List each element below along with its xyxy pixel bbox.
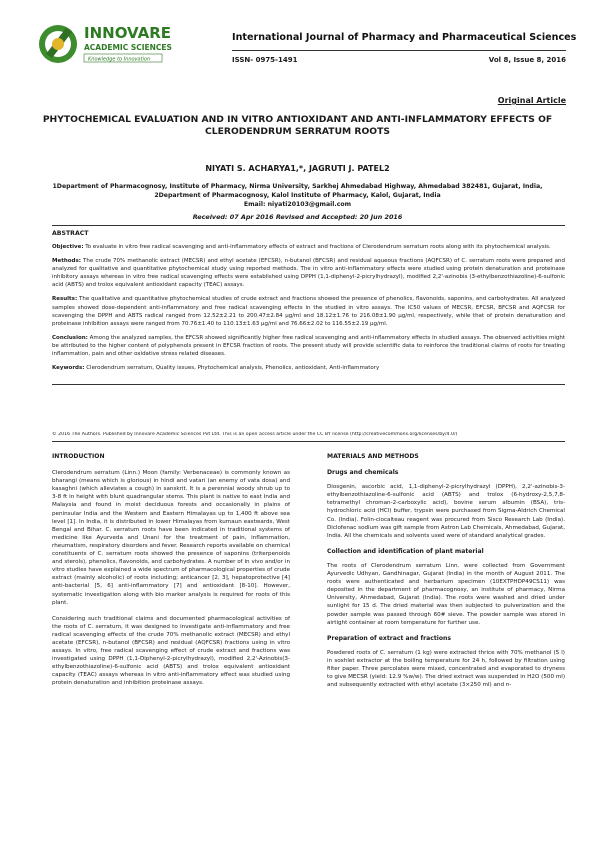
affiliation: 1Department of Pharmacognosy, Institute of Pharmacy, Nirma University, Sarkhej Ahmedabad Highway, Ahmedabad 382481, Gujarat, India, 2Department of Pharmacognosy, Kalol Institute of Pharmacy, Kalol, Gujarat, India	[52, 183, 543, 199]
received-dates: Received: 07 Apr 2016 Revised and Accepted: 20 Jun 2016	[192, 213, 403, 221]
preparation-heading: Preparation of extract and fractions	[327, 634, 452, 642]
authors: NIYATI S. ACHARYA1,*, JAGRUTI J. PATEL2	[205, 164, 390, 173]
abstract-keywords	[52, 364, 565, 372]
drugs-paragraph: Diosgenin, ascorbic acid, 1,1-diphenyl-2-picrylhydrazyl (DPPH), 2,2'-azinobis-3-ethylbenzothiazoline-6-sulfonic acid (ABTS) and trolox (6-hydroxy-2,5,7,8-tetramethyl chroman-2-carboxylic acid), bovine serum albumin (BSA), tris-hydrochloric acid (HCl) buffer, trypsin were purchased from Sigma-Aldrich Chemical Co. (India). Folin-ciocalteau reagent was procured from Sisco Research Lab (India). Diclofenac sodium was gift sample from Astron Lab Chemicals, Ahmedabad, Gujarat, India. All the chemicals and solvents used were of standard analytical grades.	[327, 484, 565, 539]
conclusion-label: Conclusion:	[52, 334, 88, 341]
journal-header	[36, 14, 577, 78]
introduction-heading: INTRODUCTION	[52, 453, 105, 460]
abstract-heading: ABSTRACT	[52, 230, 89, 237]
methods-text: The crude 70% methanolic extract (MECSR) and ethyl acetate (EFCSR), n-butanol (BFCSR) and residual aqueous fractions (AQFCSR) of C. serratum roots were prepared and analyzed for qualitative and quantitative phytochemical study using reported methods. The in vitro anti-inflammatory effects were studied using protein denaturation and proteinase inhibitory assays whereas in vitro free radical scavenging effects were established using DPPH (1,1-diphenyl-2-picrylhydrazyl), modified 2,2'-azinobis (3-ethylbenzothiazoline)-6-sulfonic acid (ABTS) and trolox equivalent antioxidant capacity (TEAC) assays.	[52, 258, 565, 289]
conclusion-text: Among the analyzed samples, the EFCSR showed significantly higher free radical scavenging and anti-inflammatory effects in studied assays. The observed activities might be attributed to the higher content of polyphenols present in EFCSR fraction of roots. The present study will provide scientific data to reinforce the traditional claims of roots for treating inflammation, pain and other oxidative stress related diseases.	[52, 334, 566, 358]
drugs-heading: Drugs and chemicals	[327, 469, 399, 477]
abstract-methods	[52, 257, 565, 289]
svg-text:ACADEMIC SCIENCES: ACADEMIC SCIENCES	[84, 43, 172, 52]
abstract	[52, 225, 565, 385]
keywords-label: Keywords:	[52, 365, 85, 372]
volume-issue: Vol 8, Issue 8, 2016	[488, 56, 566, 64]
license-notice: © 2016 The Authors. Published by Innovare Academic Sciences Pvt Ltd. This is an open access article under the CC BY license (http://creativecommons.org/licenses/by/4.0/)	[52, 432, 565, 442]
introduction-paragraph: Clerodendrum serratum (Linn.) Moon (family: Verbenaceae) is commonly known as bharangi (means which is glorious) in hindi and vatari (an enemy of vata dosa) and kasaghni (which alleviates a cough) in sanskrit. It is a perennial woody shrub up to 3-8 ft in height with blunt quadrangular stems. This plant is native to east India and Malaysia and found in moist deciduous forests and occasionally in plains of peninsular India and the Western and Eastern Himalayas up to 1,400 ft above sea level [1]. In India, it is distributed in lower Himalayas from kumaun eastwards, West Bengal and Bihar. C. serratum roots have been indicated in traditional systems of medicine like Ayurveda and Unani for the treatment of pain, inflammation, rheumatism, respiratory disorders and fever. Research reports available on chemical constituents of C. serratum roots showed the presence of saponins (triterpenoids and sterols), phenolics, flavonoids, and carbohydrates. A number of in vivo and/or in vitro studies have explained a wide spectrum of pharmacological properties of crude extract (mainly alcoholic) of roots including; anticancer [2, 3], hepatoprotective [4] anti-bacterial [5, 6] anti-inflammatory [7] and antioxidant [8-10]. However, systematic investigation along with bio marker analysis is required for roots of this plant.	[52, 470, 290, 606]
abstract-objective	[52, 243, 565, 251]
collection-paragraph: The roots of Clerodendrum serratum Linn. were collected from Government Ayurvedic Udhyan, Gandhinagar, Gujarat (India) in the month of August 2011. The roots were authenticated and herbarium specimen (10EXTPHDP49CS11) was deposited in the department of pharmacognosy, an institute of pharmacy, Nirma University, Ahmedabad, Gujarat (India). The roots were washed and dried under sunlight for 15 d. The dried material was then subjected to pulverization and the powder sample was passed through 60# sieve. The powder sample was stored in airtight container at room temperature for further use.	[327, 562, 565, 626]
header-divider	[232, 50, 566, 51]
methods-label: Methods:	[52, 258, 81, 265]
innovare-logo	[36, 14, 186, 78]
objective-text: To evaluate in vitro free radical scavenging and anti-inflammatory effects of extract and fractions of Clerodendrum serratum roots along with its phytochemical analysis.	[85, 244, 551, 250]
introduction-column	[52, 453, 290, 696]
article-type: Original Article	[497, 96, 566, 105]
svg-text:Knowledge to Innovation: Knowledge to Innovation	[88, 56, 151, 63]
abstract-conclusion	[52, 334, 565, 358]
affiliation-block	[40, 182, 555, 209]
collection-heading: Collection and identification of plant material	[327, 547, 484, 555]
issn: ISSN- 0975-1491	[232, 56, 298, 64]
methods-heading: MATERIALS AND METHODS	[327, 453, 419, 460]
article-title: PHYTOCHEMICAL EVALUATION AND IN VITRO ANTIOXIDANT AND ANTI-INFLAMMATORY EFFECTS OF CLERODENDRUM SERRATUM ROOTS	[42, 114, 553, 137]
preparation-paragraph: Powdered roots of C. serratum (1 kg) were extracted thrice with 70% methanol (5 l) in soxhlet extractor at the boiling temperature for 24 h, followed by filtration using filter paper. Three percolates were mixed, concentrated and evaporated to dryness to give MECSR (yield: 12.9 %w/w). The dried extract was suspended in H2O (500 ml) and subsequently extracted with ethyl acetate (3×250 ml) and n-	[327, 649, 565, 689]
email: Email: niyati20103@gmail.com	[243, 201, 352, 208]
keywords-text: Clerodendrum serratum, Quality issues, Phytochemical analysis, Phenolics, antioxidant, Anti-inflammatory	[86, 365, 380, 372]
introduction-paragraph: Considering such traditional claims and documented pharmacological activities of the roots of C. serratum, it was designed to investigate anti-inflammatory and free radical scavenging effects of the crude 70% methanolic extract (MECSR) and ethyl acetate (EFCSR), n-butanol (BFCSR) and residual (AQFCSR) fractions using in vitro assays. In vitro, free radical scavenging effect of crude extract and fractions was investigated using DPPH (1,1-Diphenyl-2-picrylhydrazyl), modified 2,2'-Azinobis(3-ethylbenzothiazoline)-6-sulfonic acid (ABTS) and trolox equivalent antioxidant capacity (TEAC) assays whereas in vitro anti-inflammatory effect was studied using protein denaturation and inhibition proteinase assays.	[52, 615, 290, 687]
results-label: Results:	[52, 296, 78, 303]
objective-label: Objective:	[52, 244, 84, 250]
journal-title: International Journal of Pharmacy and Pharmaceutical Sciences	[232, 32, 577, 43]
results-text: The qualitative and quantitative phytochemical studies of crude extract and fractions showed the presence of phenolics, flavonoids, saponins, and carbohydrates. All analyzed samples showed dose-dependent anti-inflammatory and free radical scavenging effects in the studied in vitro assays. The IC50 values of MECSR, EFCSR, BFCSR and AQFCSR for scavenging the DPPH and ABTS radical ranged from 12.52±2.21 to 200.47±2.84 µg/ml and 18.12±1.76 to 216.08±1.90 µg/ml, respectively, while that of protein denaturation and proteinase inhibition assays were ranged from 70.76±1.40 to 110.13±1.63 µg/ml and 76.66±2.02 to 116.55±2.19 µg/ml.	[52, 296, 565, 327]
methods-column	[327, 453, 565, 697]
abstract-results	[52, 295, 565, 327]
svg-text:INNOVARE: INNOVARE	[84, 24, 172, 42]
